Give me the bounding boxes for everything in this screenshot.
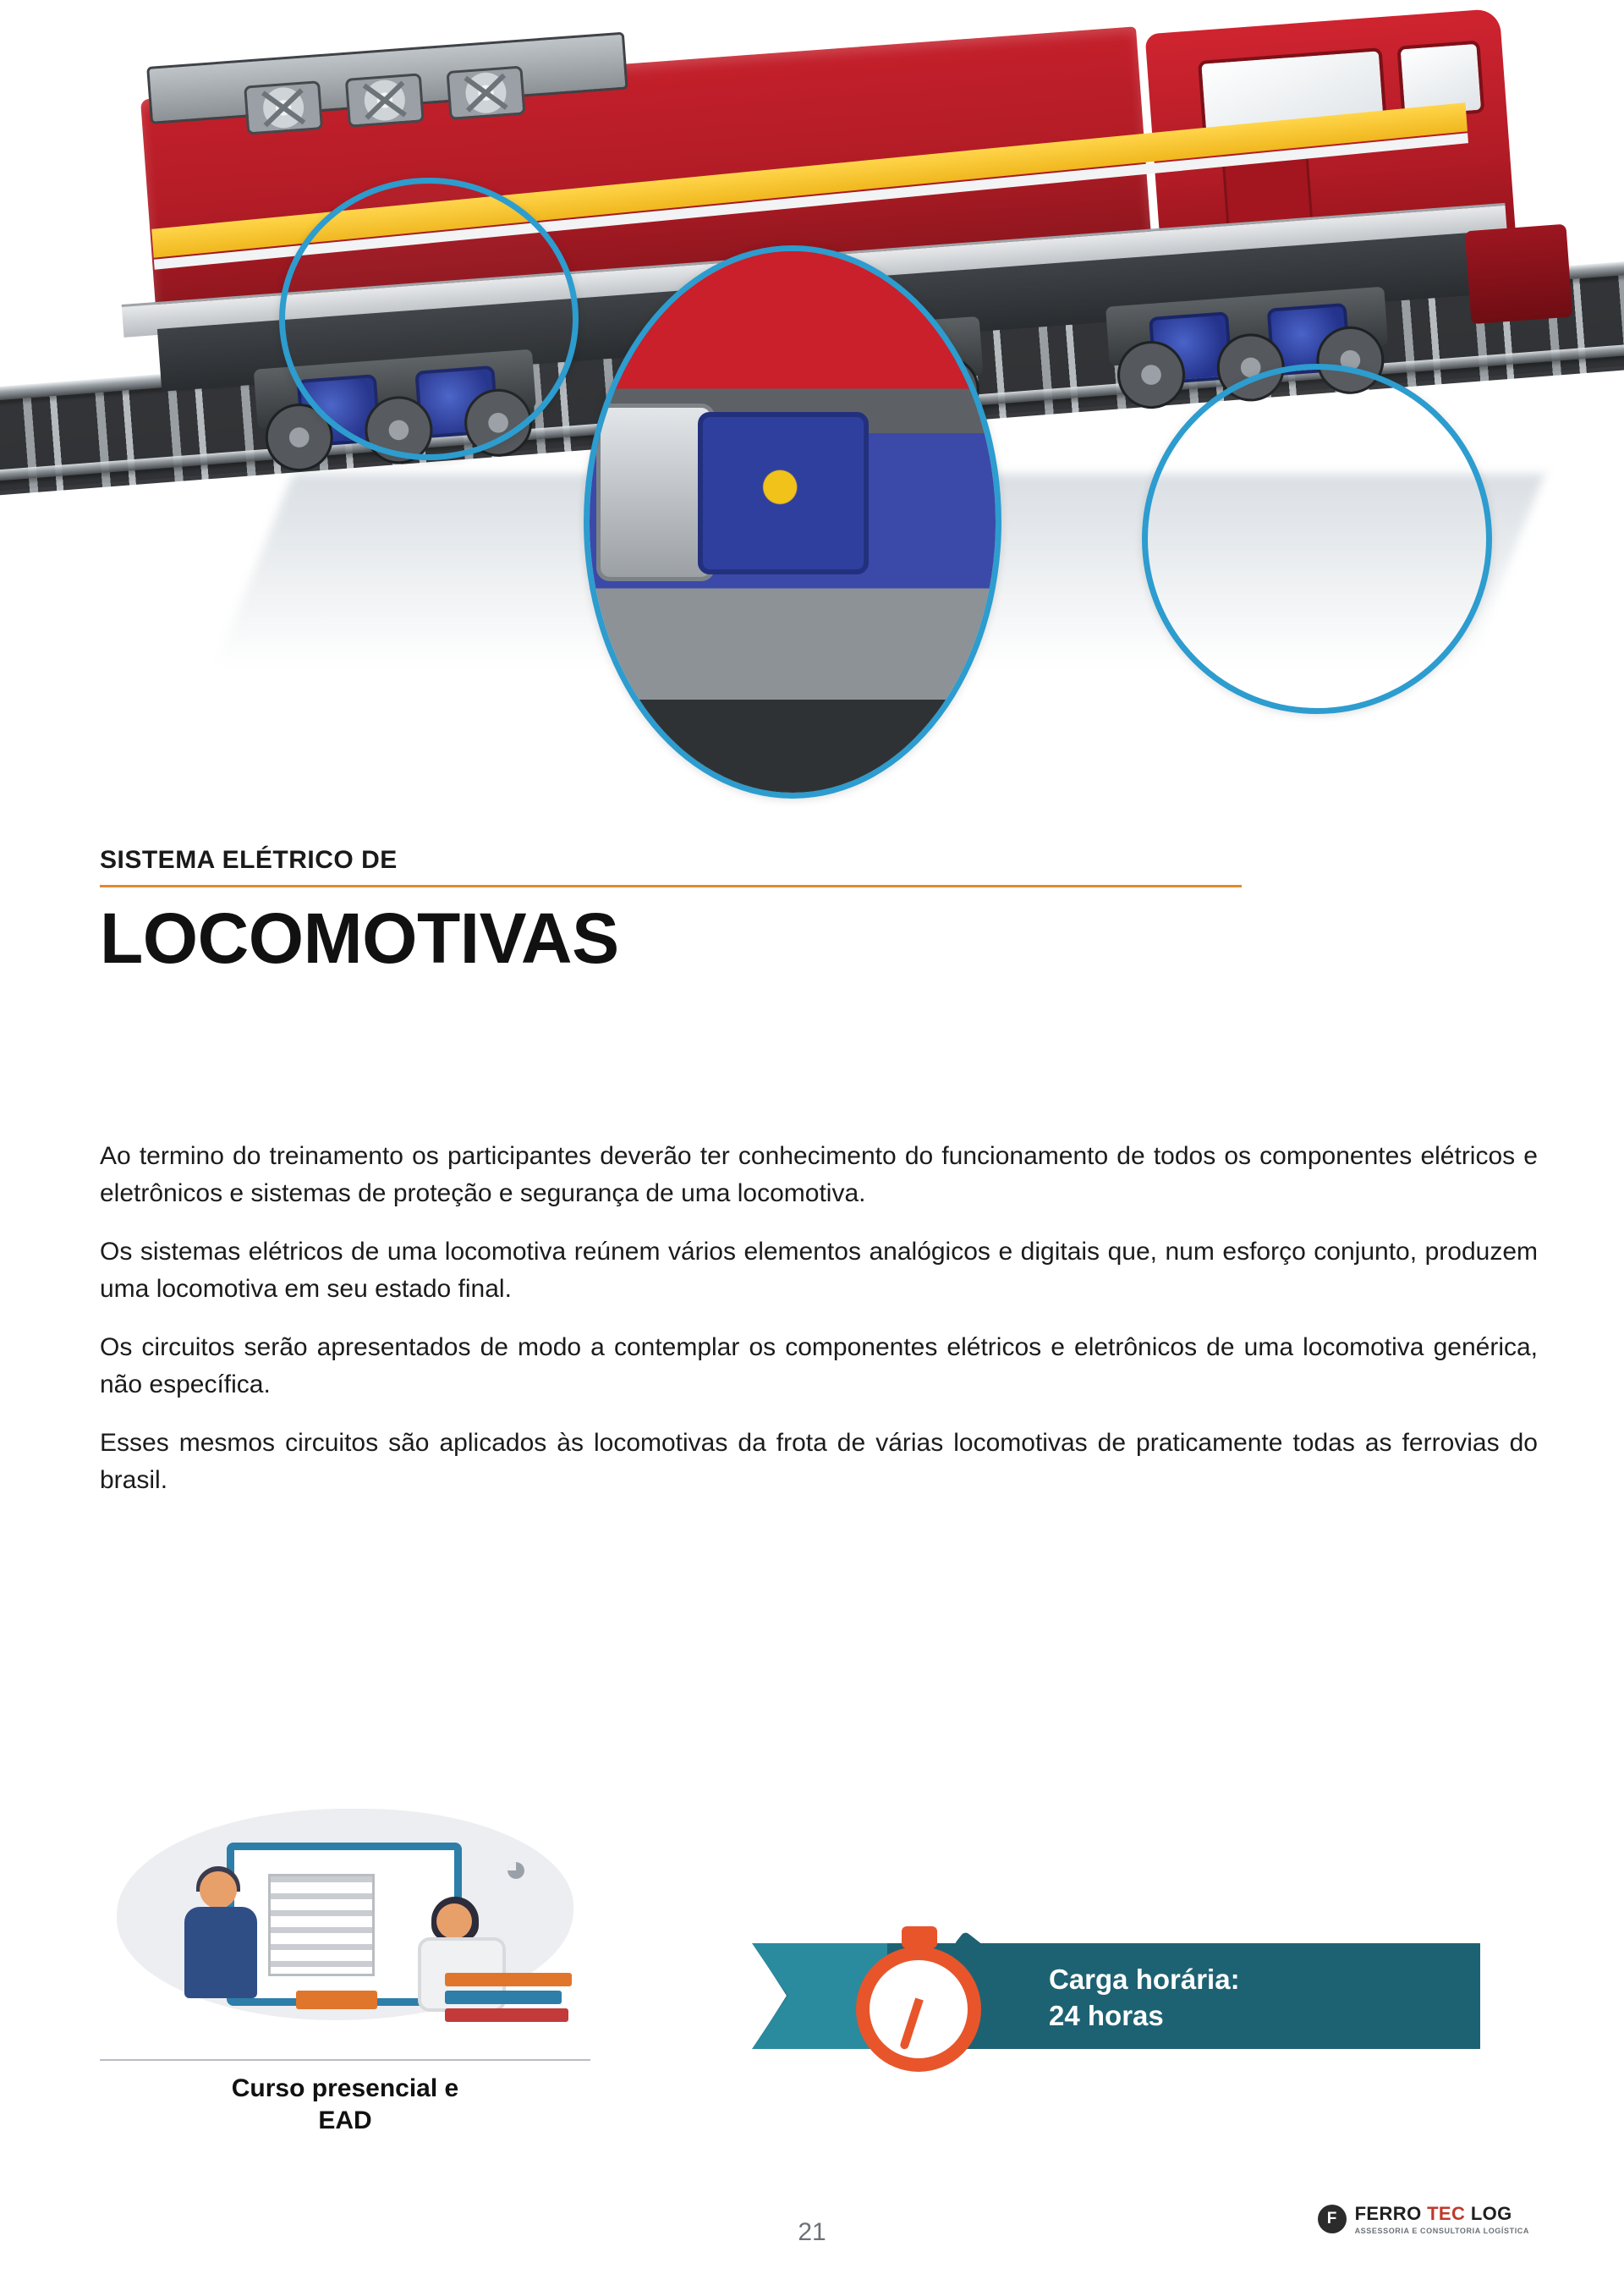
logo-wordmark <box>1355 2203 1529 2225</box>
wifi-icon: ◕ <box>504 1846 528 1890</box>
paragraph-circuits: Os circuitos serão apresentados de modo a contemplar os componentes elétricos e eletrônicos de uma locomotiva genérica, não específica. <box>100 1333 1538 1398</box>
head-shape <box>436 1903 472 1939</box>
paragraph-systems: Os sistemas elétricos de uma locomotiva reúnem vários elementos analógicos e digitais que, num esforço conjunto, produzem uma locomotiva em seu estado final. <box>100 1238 1538 1303</box>
workload-label: Carga horária: <box>1049 1964 1240 1995</box>
title-divider <box>100 885 1242 887</box>
modality-caption-line2: EAD <box>318 2106 372 2134</box>
workload-value: 24 horas <box>1049 1999 1164 2031</box>
logo-word-ferro: FERRO <box>1354 2203 1428 2224</box>
modality-caption-line1: Curso presencial e <box>231 2074 459 2102</box>
page-number: 21 <box>798 2218 826 2246</box>
company-logo <box>1318 2203 1529 2235</box>
zoom-traction-motor <box>698 412 869 574</box>
monitor-stand <box>296 1991 377 2009</box>
badge-course-modality <box>100 1793 590 2136</box>
stopwatch-icon <box>846 1925 998 2073</box>
logo-tagline: ASSESSORIA E CONSULTORIA LOGÍSTICA <box>1354 2227 1529 2235</box>
callout-circle-rear-motor <box>1142 364 1492 714</box>
logo-word-log: LOG <box>1470 2203 1512 2224</box>
modality-caption <box>100 2073 590 2136</box>
locomotive-scene <box>0 0 1624 812</box>
radiator-fan-icon <box>446 66 525 120</box>
head-shape <box>200 1871 237 1909</box>
workload-text <box>1049 1962 1240 2035</box>
course-description <box>100 1138 1538 1498</box>
logo-mark-icon: F <box>1318 2205 1347 2233</box>
student-figure-left <box>178 1871 266 1998</box>
paragraph-fleet: Esses mesmos circuitos são aplicados às locomotivas da frota de várias locomotivas de praticamente todas as ferrovias do brasil. <box>100 1429 1538 1494</box>
stopwatch-knob <box>953 1931 989 1964</box>
locomotive-nose <box>1465 224 1573 324</box>
badge-workload <box>753 1925 1480 2068</box>
document-lines-icon <box>268 1874 375 1976</box>
badge-divider <box>100 2059 590 2061</box>
elearning-illustration <box>100 1793 590 2056</box>
callout-circle-front-motor <box>279 178 579 460</box>
paragraph-objective: Ao termino do treinamento os participantes deverão ter conhecimento do funcionamento de todos os componentes elétricos e eletrônicos e sistemas de proteção e segurança de uma locomotiva. <box>100 1142 1538 1207</box>
callout-circle-center-bogie <box>584 245 1001 799</box>
books-stack-icon <box>445 1973 572 2025</box>
title-block <box>100 846 1284 978</box>
radiator-fan-icon <box>345 73 425 127</box>
logo-word-tec: TEC <box>1427 2203 1471 2224</box>
radiator-fan-icon <box>244 80 323 135</box>
zoom-axle-casing <box>596 404 715 581</box>
page-title: LOCOMOTIVAS <box>100 898 619 978</box>
torso-shape <box>184 1907 257 1998</box>
hero-illustration <box>0 0 1624 812</box>
stopwatch-crown <box>902 1926 937 1948</box>
section-kicker: SISTEMA ELÉTRICO DE <box>100 846 398 874</box>
